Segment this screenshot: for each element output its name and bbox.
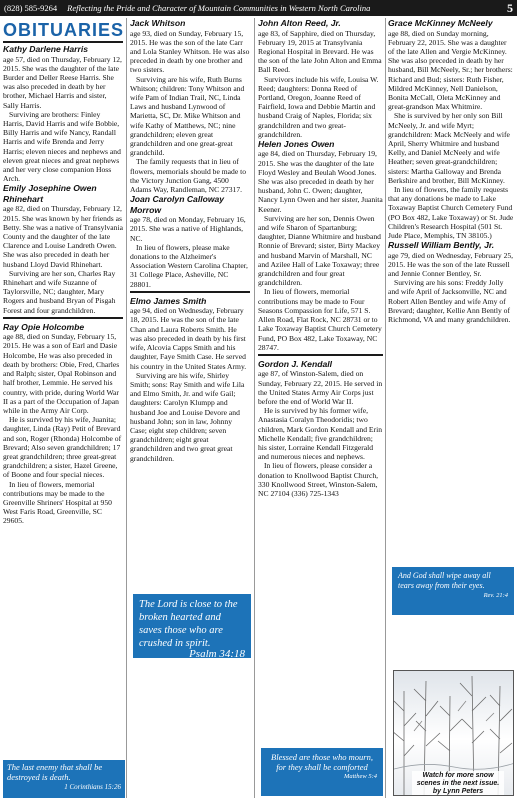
obituary-text: age 78, died on Monday, February 16, 2015. She was a native of Highlands, NC. (130, 215, 246, 243)
verse-text: Blessed are those who mourn, for they shall be comforted (271, 752, 373, 772)
column-2 (130, 18, 250, 592)
obituary-text: In lieu of flowers, please consider a donation to Knollwood Baptist Church, 330 Knollwood Street, Winston-Salem, NC 27104 (336) 725-1343 (258, 461, 379, 499)
obituary-text: age 57, died on Thursday, February 12, 2015. She was the daughter of the late Burder and Deller Reese Harris. She was also preceded in death by her brother, Michael Harris and sister, Sally Harris. (3, 54, 122, 110)
obituary-text: In lieu of flowers, the family requests that any donations be made to Lake Toxaway Baptist Church Cemetery Fund (PO Box 482, Lake Toxaway) or St. Jude Children's Research Hospital (501 St. Jude Place, Memphis, TN 38105.) (388, 184, 514, 240)
obituary-name: Joan Carolyn Calloway Morrow (130, 194, 225, 215)
obituary-text: Surviving are brothers: Finley Harris, David Harris and wife Bobbie, Billy Harris and wife Nancy, Randall Harris and wife Brenda and Jerry Harris; eleven nieces and nephews and eleven great nieces and great nephews and her very close companion Hoss Arch. (3, 109, 121, 184)
obituary-text: age 88, died on Sunday, February 15, 2015. He was a son of Earl and Dasie Holcombe, He was also preceded in death by brothers: Obie, Fred, Charles and Ralph; sister, Opal Robinson and half brother, Lemmie. He served his country, with pride, during World War II as a part of the Occupation of Japan while in the Army Air Corp. (3, 332, 120, 415)
obituary-text: He is survived by his wife, Juanita; daughter, Linda (Ray) Petit of Brevard and son, Roger (Rhonda) Holcombe of Brevard; Also seven grandchildren; 17 great grandchildren; three great-great grandchildren; a sister, Hazel Greene, of Boone and four special nieces. (3, 415, 122, 480)
obituary-text: Surviving are her son, Dennis Owen and wife Sharon of Spartanburg; daughter, Dianne Whitmire and husband Ronnie of Brevard; sister, Birty Mackey and husband Marvin of Marshall, NC and Azilee Hall of Lake Toxaway; three grandchildren and four great grandchildren. (258, 213, 381, 288)
section-divider (130, 291, 250, 293)
obituary-text: age 93, died on Sunday, February 15, 2015. He was the son of the late Carr and Lola Stanley Whitson. He was also preceded in death by one brother and two sisters. (130, 28, 250, 75)
photo-caption: Watch for more snow scenes in the next issue. by Lynn Peters (412, 771, 504, 795)
masthead (0, 0, 517, 16)
section-divider (258, 354, 383, 356)
obituary-text: Survivors include his wife, Louisa W. Reed; daughters: Donna Reed of Portland, Oregon, Joanne Reed of Fairfield, Iowa and Debbie Martin and husband Craig of Naples, Florida; six grandchildren and two great-grandchildren. (258, 74, 379, 139)
obituary-text: age 82, died on Thursday, February 12, 2015. She was known by her friends as Betty. She was a native of Transylvania County and the daughter of the late Clarence and Louise Landreth Owen. She was also preceded in death her husband Lloyd David Rhinehart. (3, 204, 123, 269)
obituary-text: In lieu of flowers, memorial contributions may be made to the Greenville Shriners' Hospital at 950 West Faris Road, Greenville, SC 29605. (3, 479, 112, 526)
column-3 (258, 18, 383, 744)
obituary-text: age 88, died on Sunday morning, February 22, 2015. She was a daughter of the late Allen and Vergie McKinney. She was also preceded in death by her husband, Bill McNeely, Sr.; her brothers: Richard and Bud; sisters: Ruth Fisher, Mildred McKinney, Nell Danielson, Bonita McCall, Oleta McKinney and great-grandson Max Whitmire. (388, 28, 513, 112)
obituary-text: Surviving are his sons: Freddy Jolly and wife April of Jacksonville, NC and Robert Allen Bentley and wife Amy of Brevard; daughter, Kellie Ann Bently of Richmond, VA and many grandchildren. (388, 278, 511, 325)
obituary-name: John Alton Reed, Jr. (258, 18, 341, 28)
obituary-name: Kathy Darlene Harris (3, 44, 89, 54)
verse-reference: Matthew 5:4 (343, 773, 377, 780)
verse-reference: Rev. 21:4 (483, 592, 508, 599)
obituary-text: age 84, died on Thursday, February 19, 2015. She was the daughter of the late Floyd Wesley and Beulah Wood Jones. She was also preceded in death by her husband, John C. Owen; daughter, Nancy Lynn Owen and her sister, Juanita Keener. (258, 149, 383, 214)
obituary-name: Ray Opie Holcombe (3, 321, 85, 332)
obituary-text: In lieu of flowers, memorial contributions may be made to Four Seasons Compassion for Life, 571 S. Allen Road, Flat Rock, NC 28731 or to Lake Toxaway Baptist Church Cemetery Fund, PO Box 482, Lake Toxaway, NC 28747. (258, 287, 382, 352)
column-4 (388, 18, 514, 563)
obituary-text: age 94, died on Wednesday, February 18, 2015. He was the son of the late Chan and Laura Roberts Smith. He was also preceded in death by his first wife, Alcovia Capps Smith and his daughter, Faye Smith Case. He served his country in the United States Army. (130, 306, 247, 371)
obituary-text: Surviving are her son, Charles Ray Rhinehart and wife Suzanne of Taylorsville, NC; daughter, Mary Rogers and husband Bryan of Pisgah Forest and four grandchildren. (3, 268, 116, 315)
masthead-tagline: Reflecting the Pride and Character of Mountain Communities in Western North Carolina (67, 3, 371, 13)
obituary-text: She is survived by her only son Bill McNeely, Jr. and wife Myrt; grandchildren: Mack McNeely and wife April, Sherry Whitmire and husband Kelly, and Daniel McNeely and wife Heather; seven great-grandchildren; sisters: Martha Galloway and Brenda Berkshire and brother, Bill McKinney. (388, 111, 510, 185)
obituary-text: age 87, of Winston-Salem, died on Sunday, February 22, 2015. He served in the United States Army Air Corps just before the end of World War II. (258, 369, 383, 407)
verse-text: The Lord is close to the broken hearted and saves those who are crushed in spirit. (139, 599, 238, 649)
obituary-text: He is survived by his former wife, Anastasia Coralyn Theodoridis; two children, Mark Gordon Kendall and Erin Michelle Kendall; five grandchildren; his sister, Lorraine Kendall Fitzgerald and numerous nieces and nephews. (258, 406, 382, 462)
obituary-text: age 83, of Sapphire, died on Thursday, February 19, 2015 at Transylvania Regional Hospital in Brevard. He was the son of the late John Alton and Emma Ball Reed. (258, 28, 382, 75)
snow-scene-photo (393, 670, 514, 796)
obituary-text: In lieu of flowers, please make donations to the Alzheimer's Association Western Carolina Chapter, 31 College Place, Asheville, NC 28801. (130, 242, 248, 289)
column-divider (126, 18, 127, 798)
obituary-text: age 79, died on Wednesday, February 25, 2015. He was the son of the late Russell and Jennie Conner Bentley, Sr. (388, 250, 514, 279)
obituary-text: Surviving are his wife, Shirley Smith; sons: Ray Smith and wife Lila and Elmo Smith, Jr. and wife Gail; daughters: Carolyn Klumpp and husband Joe and Louise Devore and husband John; son in law, Johnny Case; eight step children; seven grandchildren; eight great grandchildren and two great great grandchildren. (130, 370, 245, 463)
obituary-name: Jack Whitson (130, 18, 186, 28)
verse-text: The last enemy that shall be destroyed is death. (7, 762, 103, 782)
obituary-name: Elmo James Smith (130, 295, 207, 306)
column-divider (385, 18, 386, 798)
column-divider (254, 18, 255, 798)
section-divider (3, 317, 123, 319)
obituary-name: Emily Josephine Owen Rhinehart (3, 183, 97, 204)
obituary-text: Surviving are his wife, Ruth Burns Whitson; children: Tony Whitson and wife Pam of Indian Trail, NC, Linda Laws and husband Lynwood of Marietta, SC, Dr. Mike Whitson and wife Kathy of Matthews, NC; nine grandchildren; eleven great grandchildren and one great-great grandchild. (130, 74, 245, 158)
obituary-name: Russell William Bently, Jr. (388, 240, 495, 251)
obituary-name: Grace McKinney McNeely (388, 18, 493, 28)
column-1 (3, 44, 123, 758)
verse-reference: Psalm 34:18 (189, 648, 245, 660)
verse-reference: 1 Corinthians 15:26 (64, 783, 121, 791)
verse-box (133, 594, 251, 658)
verse-box (3, 760, 125, 798)
obituary-name: Gordon J. Kendall (258, 358, 333, 369)
section-title: OBITUARIES (3, 20, 125, 40)
obituary-name: Helen Jones Owen (258, 138, 335, 149)
verse-text: And God shall wipe away all tears away from their eyes. (398, 571, 491, 590)
phone-number: (828) 585-9264 (4, 3, 58, 13)
page-number: 5 (507, 0, 513, 15)
verse-box (392, 567, 514, 615)
obituary-text: The family requests that in lieu of flowers, memorials should be made to the Victory Junction Gang, 4500 Adams Way, Randleman, NC 27317. (130, 157, 246, 194)
verse-box (261, 748, 383, 796)
title-rule (3, 41, 123, 43)
